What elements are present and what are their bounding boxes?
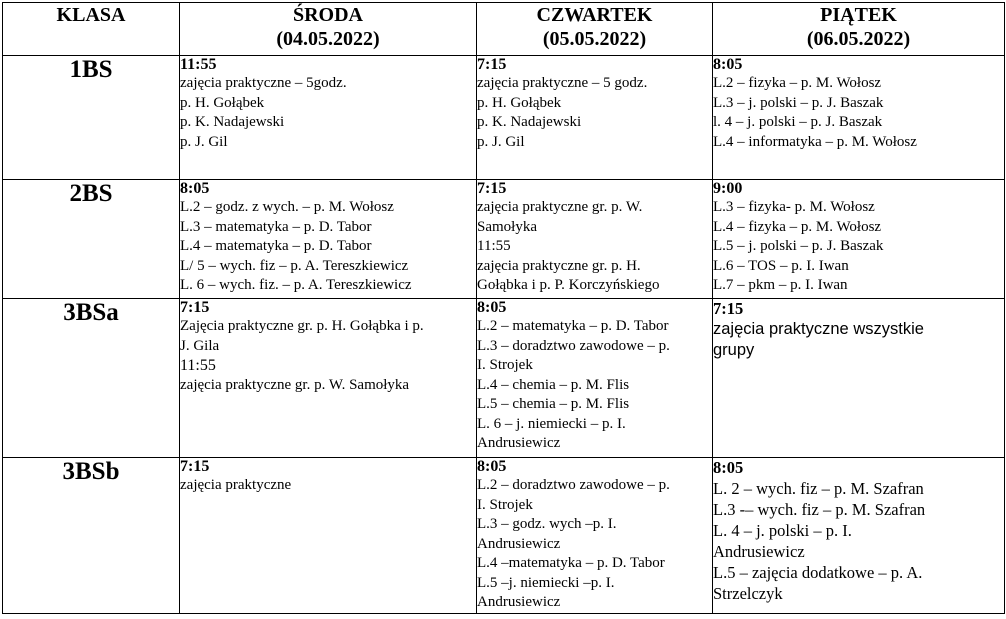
entry-line: p. H. Gołąbek: [477, 94, 562, 111]
schedule-cell: [713, 180, 1005, 299]
day-header-czwartek: [477, 3, 713, 56]
entry-line: zajęcia praktyczne gr. p. W. Samołyka: [180, 376, 410, 393]
day-name: CZWARTEK: [536, 4, 653, 26]
start-time: 7:15: [477, 56, 507, 73]
class-label: 3BSa: [3, 299, 180, 458]
start-time: 8:05: [180, 180, 210, 197]
entry-line: L.6 – TOS – p. I. Iwan: [713, 257, 849, 274]
entry-line: L.5 – chemia – p. M. Flis: [477, 396, 630, 412]
entry-line: Samołyka: [477, 218, 537, 235]
schedule-cell: [180, 180, 477, 299]
start-time: 9:00: [713, 180, 743, 197]
entry-line: zajęcia praktyczne – 5 godz.: [477, 75, 648, 91]
entry-line: I. Strojek: [477, 496, 533, 513]
entry-line: L.7 – pkm – p. I. Iwan: [713, 277, 848, 293]
entry-line: L.3 – fizyka- p. M. Wołosz: [713, 199, 875, 215]
entry-line: L.3 – godz. wych –p. I.: [477, 516, 617, 532]
entry-line: 11:55: [477, 238, 511, 254]
entry-line: L.2 – doradztwo zawodowe – p.: [477, 477, 670, 493]
entry-line: 11:55: [180, 357, 216, 374]
header-row: [3, 3, 1005, 56]
entry-line: L.3 – doradztwo zawodowe – p.: [477, 337, 670, 354]
entry-line: p. K. Nadajewski: [477, 114, 582, 130]
entry-line: Gołąbka i p. P. Korczyńskiego: [477, 277, 660, 293]
entry-line: Andrusiewicz: [477, 594, 561, 610]
schedule-cell: [180, 458, 477, 614]
entry-line: zajęcia praktyczne wszystkie: [713, 320, 924, 338]
schedule-cell: [477, 299, 713, 458]
entry-line: L.4 –matematyka – p. D. Tabor: [477, 555, 665, 571]
entry-line: zajęcia praktyczne: [180, 477, 292, 493]
entry-line: zajęcia praktyczne gr. p. W.: [477, 199, 643, 215]
entry-line: L.3 – matematyka – p. D. Tabor: [180, 218, 372, 235]
klasa-header: KLASA: [3, 3, 180, 56]
schedule-cell: [713, 458, 1005, 614]
schedule-cell: [477, 56, 713, 180]
start-time: 8:05: [713, 458, 744, 477]
schedule-cell: [713, 56, 1005, 180]
class-label: 3BSb: [3, 458, 180, 614]
entry-line: L.2 – godz. z wych. – p. M. Wołosz: [180, 199, 394, 215]
start-time: 8:05: [477, 458, 507, 475]
entry-line: J. Gila: [180, 337, 220, 354]
day-name: ŚRODA: [292, 4, 363, 26]
entry-line: L. 2 – wych. fiz – p. M. Szafran: [713, 479, 924, 498]
day-date: (05.05.2022): [542, 28, 647, 50]
entry-line: L.3 -– wych. fiz – p. M. Szafran: [713, 500, 926, 519]
entry-line: L.5 – j. polski – p. J. Baszak: [713, 238, 884, 254]
entry-line: L. 4 – j. polski – p. I.: [713, 521, 852, 540]
schedule-cell: [180, 299, 477, 458]
entry-line: p. H. Gołąbek: [180, 94, 265, 111]
entry-line: L.5 –j. niemiecki –p. I.: [477, 574, 615, 591]
entry-line: L. 6 – j. niemiecki – p. I.: [477, 415, 626, 432]
day-header-sroda: [180, 3, 477, 56]
day-date: (06.05.2022): [806, 28, 911, 50]
entry-line: L.4 – informatyka – p. M. Wołosz: [713, 133, 917, 150]
entry-line: L.4 – chemia – p. M. Flis: [477, 376, 630, 393]
class-label: 2BS: [3, 180, 180, 299]
start-time: 8:05: [713, 56, 743, 73]
schedule-cell: [477, 180, 713, 299]
entry-line: L.4 – matematyka – p. D. Tabor: [180, 238, 372, 254]
class-row-3bsb: [3, 458, 1005, 614]
entry-line: Andrusiewicz: [713, 542, 805, 561]
entry-line: L.3 – j. polski – p. J. Baszak: [713, 94, 884, 111]
day-date: (04.05.2022): [276, 28, 380, 50]
entry-line: L/ 5 – wych. fiz – p. A. Tereszkiewicz: [180, 257, 409, 274]
entry-line: L.5 – zajęcia dodatkowe – p. A.: [713, 563, 923, 582]
entry-line: grupy: [713, 341, 755, 359]
start-time: 7:15: [713, 299, 744, 318]
schedule-cell: [180, 56, 477, 180]
entry-line: I. Strojek: [477, 357, 533, 373]
schedule-table: [2, 2, 1005, 614]
entry-line: zajęcia praktyczne – 5godz.: [180, 75, 347, 91]
start-time: 7:15: [180, 299, 210, 316]
class-row-2bs: [3, 180, 1005, 299]
class-row-1bs: [3, 56, 1005, 180]
entry-line: L.2 – fizyka – p. M. Wołosz: [713, 75, 882, 91]
schedule-cell: [477, 458, 713, 614]
schedule-cell: [713, 299, 1005, 458]
class-row-3bsa: [3, 299, 1005, 458]
start-time: 7:15: [180, 458, 210, 475]
entry-line: L.4 – fizyka – p. M. Wołosz: [713, 218, 882, 235]
start-time: 7:15: [477, 180, 507, 197]
day-header-piatek: [713, 3, 1005, 56]
entry-line: l. 4 – j. polski – p. J. Baszak: [713, 114, 883, 130]
day-name: PIĄTEK: [820, 4, 897, 26]
entry-line: p. K. Nadajewski: [180, 114, 285, 130]
entry-line: p. J. Gil: [180, 133, 228, 150]
class-label: 1BS: [3, 56, 180, 180]
entry-line: Strzelczyk: [713, 584, 783, 603]
entry-line: L.2 – matematyka – p. D. Tabor: [477, 318, 669, 334]
entry-line: L. 6 – wych. fiz. – p. A. Tereszkiewicz: [180, 277, 412, 293]
entry-line: Andrusiewicz: [477, 535, 561, 552]
entry-line: p. J. Gil: [477, 133, 525, 150]
entry-line: Andrusiewicz: [477, 435, 561, 451]
start-time: 11:55: [180, 56, 217, 73]
entry-line: Zajęcia praktyczne gr. p. H. Gołąbka i p.: [180, 318, 424, 334]
start-time: 8:05: [477, 299, 507, 316]
entry-line: zajęcia praktyczne gr. p. H.: [477, 257, 641, 274]
